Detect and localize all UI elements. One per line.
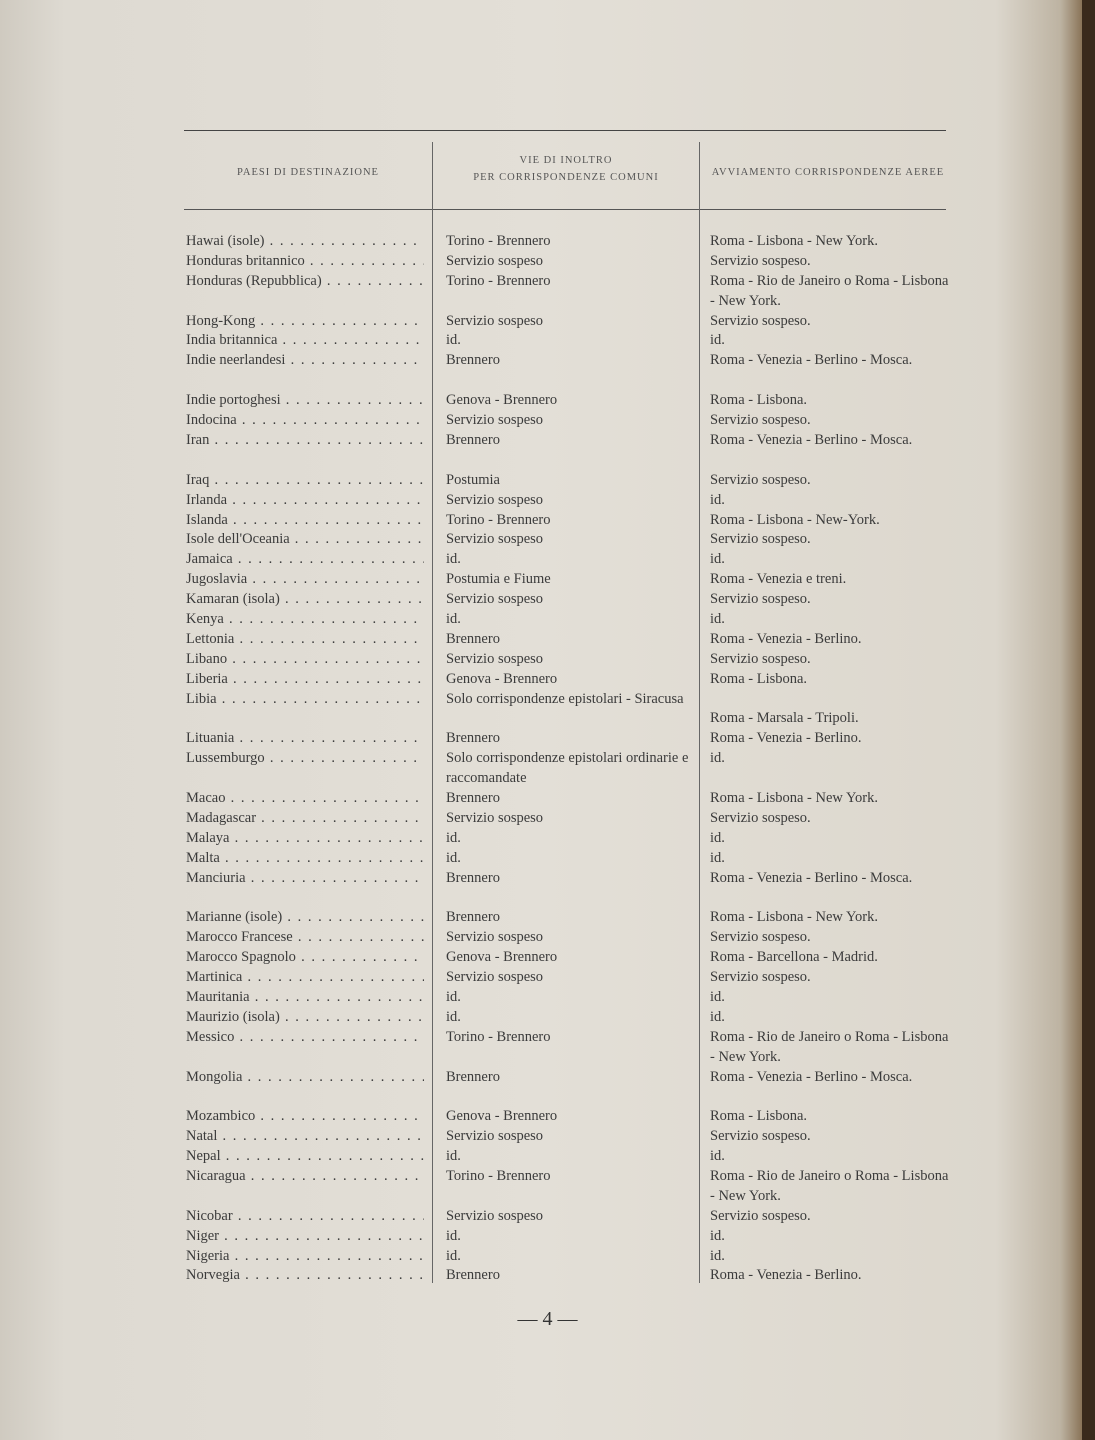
paese-cell: Jugoslavia . . . xyxy=(186,570,424,590)
aereo-cell: id. xyxy=(710,750,725,767)
paese-cell: Iran . . . xyxy=(186,431,424,451)
aereo-cell: Roma - Marsala - Tripoli. xyxy=(710,710,859,727)
vie-cell: id. xyxy=(446,849,461,866)
aereo-cell: Roma - Rio de Janeiro o Roma - Lisbona - New York. xyxy=(710,1167,949,1204)
aereo-cell: Servizio sospeso. xyxy=(710,531,811,548)
table-row xyxy=(0,849,1082,869)
vie-cell: Brennero xyxy=(446,730,500,747)
aereo-cell: Roma - Lisbona - New York. xyxy=(710,909,878,926)
table-row xyxy=(0,630,1082,650)
vie-cell: Torino - Brennero xyxy=(446,272,551,289)
aereo-cell: id. xyxy=(710,849,725,866)
paese-cell: Honduras (Repubblica) . . . xyxy=(186,272,424,292)
table-row xyxy=(0,1167,1082,1207)
paese-cell: Manciuria . . . xyxy=(186,869,424,889)
paese-cell: Isole dell'Oceania . . . xyxy=(186,530,424,550)
table-row xyxy=(0,968,1082,988)
table-row xyxy=(0,749,1082,789)
vie-cell: Servizio sospeso xyxy=(446,491,544,508)
paese-cell: Indie portoghesi . . . xyxy=(186,391,424,411)
aereo-cell: Servizio sospeso. xyxy=(710,591,811,608)
paese-cell: Marocco Francese . . . xyxy=(186,928,424,948)
aereo-cell: Roma - Barcellona - Madrid. xyxy=(710,949,878,966)
table-row xyxy=(0,1107,1082,1127)
paese-cell: Nigeria . . . xyxy=(186,1247,424,1267)
table-row xyxy=(0,331,1082,351)
table-row xyxy=(0,252,1082,272)
aereo-cell: Servizio sospeso. xyxy=(710,471,811,488)
vie-cell: Postumia e Fiume xyxy=(446,571,551,588)
table-row xyxy=(0,550,1082,570)
paese-cell: Mongolia . . . xyxy=(186,1068,424,1088)
paese-cell: Marianne (isole) . . . xyxy=(186,908,424,928)
vie-cell: Servizio sospeso xyxy=(446,650,544,667)
aereo-cell: id. xyxy=(710,1227,725,1244)
aereo-cell: id. xyxy=(710,829,725,846)
top-rule xyxy=(184,130,946,131)
table-body xyxy=(0,232,1082,1286)
paese-cell: Indie neerlandesi . . . xyxy=(186,351,424,371)
paese-cell: Marocco Spagnolo . . . xyxy=(186,948,424,968)
table-row xyxy=(0,1028,1082,1068)
table-row xyxy=(0,928,1082,948)
table-row xyxy=(0,491,1082,511)
aereo-cell: Roma - Lisbona. xyxy=(710,670,808,687)
aereo-cell: id. xyxy=(710,988,725,1005)
table-row xyxy=(0,829,1082,849)
aereo-cell: id. xyxy=(710,1148,725,1165)
vie-cell: Brennero xyxy=(446,869,500,886)
vie-cell: Servizio sospeso xyxy=(446,591,544,608)
paese-cell: Jamaica . . . xyxy=(186,550,424,570)
table-row xyxy=(0,570,1082,590)
table-row xyxy=(0,312,1082,332)
table-row xyxy=(0,729,1082,749)
vie-cell: Brennero xyxy=(446,909,500,926)
paese-cell: India britannica . . . xyxy=(186,331,424,351)
vie-cell: Servizio sospeso xyxy=(446,531,544,548)
vie-cell: id. xyxy=(446,988,461,1005)
vie-cell: id. xyxy=(446,1148,461,1165)
paese-cell: Malta . . . xyxy=(186,849,424,869)
table-row xyxy=(0,988,1082,1008)
paese-cell: Lituania . . . xyxy=(186,729,424,749)
paese-cell: Mozambico . . . xyxy=(186,1107,424,1127)
paese-cell: Niger . . . xyxy=(186,1227,424,1247)
table-row xyxy=(0,1247,1082,1267)
table-row xyxy=(0,670,1082,690)
header-avviamento: AVVIAMENTO CORRISPONDENZE AEREE xyxy=(711,167,945,178)
vie-cell: Servizio sospeso xyxy=(446,252,544,269)
paese-cell: Hong-Kong . . . xyxy=(186,312,424,332)
vie-cell: Torino - Brennero xyxy=(446,1028,551,1045)
vie-cell: Torino - Brennero xyxy=(446,511,551,528)
paese-cell: Nicobar . . . xyxy=(186,1207,424,1227)
vie-cell: Brennero xyxy=(446,1267,500,1284)
vie-cell: Genova - Brennero xyxy=(446,949,558,966)
vie-cell: Torino - Brennero xyxy=(446,233,551,249)
table-row xyxy=(0,869,1082,909)
table-row xyxy=(0,431,1082,471)
aereo-cell: id. xyxy=(710,610,725,627)
paese-cell: Nicaragua . . . xyxy=(186,1167,424,1187)
aereo-cell: Roma - Rio de Janeiro o Roma - Lisbona - New York. xyxy=(710,272,949,309)
aereo-cell: id. xyxy=(710,332,725,349)
vie-cell: Genova - Brennero xyxy=(446,392,558,409)
vie-cell: id. xyxy=(446,610,461,627)
table-row xyxy=(0,809,1082,829)
vie-cell: Brennero xyxy=(446,431,500,448)
table-row xyxy=(0,789,1082,809)
paese-cell: Indocina . . . xyxy=(186,411,424,431)
paese-cell: Islanda . . . xyxy=(186,511,424,531)
table-row xyxy=(0,1147,1082,1167)
vie-cell: Servizio sospeso xyxy=(446,412,544,429)
vie-cell: Servizio sospeso xyxy=(446,1128,544,1145)
table-row xyxy=(0,1227,1082,1247)
aereo-cell: Roma - Lisbona. xyxy=(710,1108,808,1125)
paese-cell: Libia . . . xyxy=(186,690,424,710)
paese-cell: Iraq . . . xyxy=(186,471,424,491)
table-row xyxy=(0,471,1082,491)
aereo-cell: Servizio sospeso. xyxy=(710,969,811,986)
aereo-cell: Servizio sospeso. xyxy=(710,1207,811,1224)
vie-cell: id. xyxy=(446,829,461,846)
aereo-cell: id. xyxy=(710,1247,725,1264)
paese-cell: Macao . . . xyxy=(186,789,424,809)
aereo-cell: Roma - Venezia - Berlino - Mosca. xyxy=(710,431,913,448)
paese-cell: Madagascar . . . xyxy=(186,809,424,829)
table-row xyxy=(0,1127,1082,1147)
vie-cell: id. xyxy=(446,551,461,568)
vie-cell: Brennero xyxy=(446,352,500,369)
table-row xyxy=(0,511,1082,531)
aereo-cell: Roma - Venezia - Berlino. xyxy=(710,1267,862,1284)
aereo-cell: Servizio sospeso. xyxy=(710,412,811,429)
vie-cell: Servizio sospeso xyxy=(446,969,544,986)
aereo-cell: id. xyxy=(710,1008,725,1025)
paese-cell: Kamaran (isola) . . . xyxy=(186,590,424,610)
table-row xyxy=(0,1068,1082,1108)
paese-cell: Norvegia . . . xyxy=(186,1266,424,1286)
aereo-cell: Roma - Venezia - Berlino. xyxy=(710,630,862,647)
vie-cell: Postumia xyxy=(446,471,500,488)
vie-cell: id. xyxy=(446,1247,461,1264)
paese-cell: Messico . . . xyxy=(186,1028,424,1048)
paese-cell: Lettonia . . . xyxy=(186,630,424,650)
aereo-cell: Roma - Venezia - Berlino - Mosca. xyxy=(710,869,913,886)
table-row xyxy=(0,232,1082,252)
aereo-cell: Servizio sospeso. xyxy=(710,312,811,329)
paese-cell: Honduras britannico . . . xyxy=(186,252,424,272)
aereo-cell: id. xyxy=(710,551,725,568)
aereo-cell: Roma - Rio de Janeiro o Roma - Lisbona - New York. xyxy=(710,1028,949,1065)
paese-cell: Malaya . . . xyxy=(186,829,424,849)
table-row xyxy=(0,272,1082,312)
aereo-cell: Servizio sospeso. xyxy=(710,929,811,946)
aereo-cell: Roma - Venezia e treni. xyxy=(710,571,847,588)
table-row xyxy=(0,391,1082,411)
header-vie xyxy=(433,152,699,186)
paese-cell: Irlanda . . . xyxy=(186,491,424,511)
table-row xyxy=(0,948,1082,968)
vie-cell: Brennero xyxy=(446,630,500,647)
page-number: — 4 — xyxy=(517,1308,578,1330)
aereo-cell: Roma - Venezia - Berlino - Mosca. xyxy=(710,1068,913,1085)
header-vie-line2: PER CORRISPONDENZE COMUNI xyxy=(473,172,659,183)
aereo-cell: Roma - Lisbona - New-York. xyxy=(710,511,880,528)
table-row xyxy=(0,530,1082,550)
table-row xyxy=(0,1207,1082,1227)
vie-cell: Torino - Brennero xyxy=(446,1167,551,1184)
vie-cell: Solo corrispondenze epistolari - Siracusa xyxy=(446,690,684,707)
vie-cell: Genova - Brennero xyxy=(446,1108,558,1125)
vie-cell: id. xyxy=(446,1008,461,1025)
aereo-cell: Servizio sospeso. xyxy=(710,1128,811,1145)
table-row xyxy=(0,1266,1082,1286)
header-paesi: PAESI DI DESTINAZIONE xyxy=(237,167,379,178)
vie-cell: Brennero xyxy=(446,790,500,807)
vie-cell: id. xyxy=(446,1227,461,1244)
paese-cell: Hawai (isole) . . . xyxy=(186,232,424,252)
vie-cell: Servizio sospeso xyxy=(446,929,544,946)
aereo-cell: id. xyxy=(710,491,725,508)
paese-cell: Libano . . . xyxy=(186,650,424,670)
table-row xyxy=(0,908,1082,928)
paese-cell: Liberia . . . xyxy=(186,670,424,690)
aereo-cell: Roma - Lisbona. xyxy=(710,392,808,409)
aereo-cell: Servizio sospeso. xyxy=(710,809,811,826)
paese-cell: Nepal . . . xyxy=(186,1147,424,1167)
header-rule xyxy=(184,209,946,210)
paese-cell: Martinica . . . xyxy=(186,968,424,988)
aereo-cell: Servizio sospeso. xyxy=(710,252,811,269)
paese-cell: Lussemburgo . . . xyxy=(186,749,424,769)
vie-cell: Servizio sospeso xyxy=(446,1207,544,1224)
table-row xyxy=(0,650,1082,670)
aereo-cell: Roma - Venezia - Berlino - Mosca. xyxy=(710,352,913,369)
vie-cell: Genova - Brennero xyxy=(446,670,558,687)
vie-cell: Servizio sospeso xyxy=(446,809,544,826)
paese-cell: Kenya . . . xyxy=(186,610,424,630)
table-row xyxy=(0,610,1082,630)
aereo-cell: Servizio sospeso. xyxy=(710,650,811,667)
table-row xyxy=(0,690,1082,730)
paese-cell: Natal . . . xyxy=(186,1127,424,1147)
table-row xyxy=(0,1008,1082,1028)
aereo-cell: Roma - Venezia - Berlino. xyxy=(710,730,862,747)
vie-cell: Servizio sospeso xyxy=(446,312,544,329)
aereo-cell: Roma - Lisbona - New York. xyxy=(710,233,878,249)
vie-cell: Brennero xyxy=(446,1068,500,1085)
table-row xyxy=(0,351,1082,391)
vie-cell: id. xyxy=(446,332,461,349)
paese-cell: Mauritania . . . xyxy=(186,988,424,1008)
table-row xyxy=(0,590,1082,610)
vie-cell: Solo corrispondenze epistolari ordinarie e raccomandate xyxy=(446,750,689,787)
paese-cell: Maurizio (isola) . . . xyxy=(186,1008,424,1028)
header-vie-line1: VIE DI INOLTRO xyxy=(519,155,613,166)
aereo-cell: Roma - Lisbona - New York. xyxy=(710,790,878,807)
table-row xyxy=(0,411,1082,431)
